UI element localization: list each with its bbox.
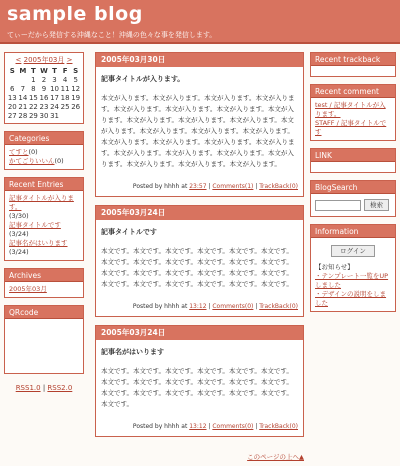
category-count: (0) bbox=[28, 148, 38, 156]
post-author: Posted by hhhh at bbox=[132, 423, 188, 430]
search-input[interactable] bbox=[315, 200, 361, 211]
blog-search-box bbox=[310, 180, 396, 217]
calendar-grid bbox=[7, 67, 81, 120]
notice-link[interactable]: ・テンプレート一覧をUPしました bbox=[315, 272, 389, 289]
login-button[interactable]: ログイン bbox=[331, 245, 375, 257]
post-title[interactable]: 記事タイトルが入ります。 bbox=[101, 75, 185, 83]
recent-comment-box bbox=[310, 84, 396, 141]
weekday-label: W bbox=[40, 67, 48, 75]
calendar-day: 15 bbox=[28, 93, 38, 102]
rss-links bbox=[4, 381, 84, 395]
blog-header bbox=[0, 0, 400, 44]
notice-link[interactable]: ・デザインの説明をしました bbox=[315, 290, 387, 307]
calendar-day: 28 bbox=[18, 111, 28, 120]
calendar-day: 12 bbox=[71, 84, 81, 93]
categories-box bbox=[4, 131, 84, 170]
post-comments-link[interactable]: Comments(0) bbox=[212, 423, 254, 430]
notice-title: 【お知らせ】 bbox=[315, 263, 354, 271]
post-body: 本文です。本文です。本文です。本文です。本文です。本文です。本文です。本文です。本文です。本文です。本文です。本文です。本文です。本文です。本文です。本文です。本文です。本文です。本文です。本文です。本文です。本文です。本文です。本文です。 bbox=[101, 247, 293, 288]
calendar-nav bbox=[7, 55, 81, 65]
calendar-day: 16 bbox=[39, 93, 49, 102]
calendar-week bbox=[7, 75, 81, 84]
calendar-day: 23 bbox=[39, 102, 49, 111]
recent-entry-date: (3/30) bbox=[9, 212, 29, 220]
recent-trackback-header: Recent trackback bbox=[311, 53, 395, 66]
calendar-day: 18 bbox=[60, 93, 70, 102]
post-comments-link[interactable]: Comments(1) bbox=[212, 183, 254, 190]
post-trackback-link[interactable]: TrackBack(0) bbox=[259, 303, 298, 310]
post-body: 本文です。本文です。本文です。本文です。本文です。本文です。本文です。本文です。本文です。本文です。本文です。本文です。本文です。本文です。本文です。本文です。本文です。本文です。本文です。 bbox=[101, 367, 293, 408]
page-top-link[interactable]: このページの上へ▲ bbox=[247, 453, 304, 461]
calendar-day: 27 bbox=[7, 111, 17, 120]
recent-comment-link[interactable]: STAFF / 記事タイトルです bbox=[315, 119, 387, 136]
right-sidebar bbox=[310, 52, 396, 319]
recent-entries-box bbox=[4, 177, 84, 261]
blog-post bbox=[95, 52, 304, 197]
post-date: 2005年03月30日 bbox=[96, 53, 303, 67]
calendar-day: 19 bbox=[71, 93, 81, 102]
calendar-day: 25 bbox=[60, 102, 70, 111]
post-title[interactable]: 記事タイトルです bbox=[101, 228, 157, 236]
recent-entry-date: (3/24) bbox=[9, 248, 29, 256]
calendar-day: 8 bbox=[31, 84, 36, 93]
calendar-day: 14 bbox=[18, 93, 28, 102]
calendar-day: 2 bbox=[41, 75, 47, 84]
category-link[interactable]: かてごりいいん bbox=[9, 157, 55, 165]
post-author: Posted by hhhh at bbox=[132, 303, 188, 310]
calendar-day bbox=[18, 75, 29, 84]
calendar-day: 21 bbox=[18, 102, 28, 111]
blog-title[interactable]: sample blog bbox=[7, 3, 143, 25]
recent-trackback-box bbox=[310, 52, 396, 77]
post-time-link[interactable]: 13:12 bbox=[189, 303, 207, 310]
calendar-day: 20 bbox=[7, 102, 17, 111]
archives-box bbox=[4, 268, 84, 298]
link-box bbox=[310, 148, 396, 173]
recent-entries-header: Recent Entries bbox=[5, 178, 83, 191]
recent-entry-item bbox=[9, 194, 79, 221]
weekday-label: T bbox=[31, 67, 36, 75]
blog-subtitle: てぃーだから発信する沖縄なこと！沖縄の色々な事を発信します。 bbox=[7, 31, 217, 39]
weekday-label: F bbox=[62, 67, 68, 75]
calendar-week bbox=[7, 93, 81, 102]
calendar-week bbox=[7, 84, 81, 93]
calendar-day: 22 bbox=[28, 102, 38, 111]
calendar-day bbox=[7, 75, 18, 84]
post-footer: Posted by hhhh at 13:12 | Comments(0) | TrackBack(0) bbox=[132, 423, 298, 430]
blog-search-header: BlogSearch bbox=[311, 181, 395, 194]
search-row bbox=[311, 194, 395, 216]
post-time-link[interactable]: 23:57 bbox=[189, 183, 207, 190]
recent-entry-item bbox=[9, 239, 79, 257]
rss1-link[interactable]: RSS1.0 bbox=[15, 384, 41, 392]
search-button[interactable]: 検索 bbox=[364, 199, 389, 211]
category-item bbox=[9, 157, 79, 166]
information-header: Information bbox=[311, 225, 395, 238]
recent-entry-link[interactable]: 記事タイトルです bbox=[9, 221, 61, 229]
post-time-link[interactable]: 13:12 bbox=[189, 423, 207, 430]
calendar-day: 5 bbox=[73, 75, 78, 84]
post-footer: Posted by hhhh at 23:57 | Comments(1) | TrackBack(0) bbox=[132, 183, 298, 190]
post-title[interactable]: 記事名がはいります bbox=[101, 348, 164, 356]
calendar-day bbox=[60, 111, 71, 120]
weekday-label: T bbox=[52, 67, 57, 75]
main-content bbox=[95, 52, 304, 445]
qrcode-image bbox=[5, 319, 83, 373]
rss2-link[interactable]: RSS2.0 bbox=[47, 384, 73, 392]
recent-comment-header: Recent comment bbox=[311, 85, 395, 98]
calendar-day: 10 bbox=[50, 84, 59, 93]
archives-header: Archives bbox=[5, 269, 83, 282]
left-sidebar bbox=[4, 52, 84, 395]
recent-comment-link[interactable]: test / 記事タイトルが入ります。 bbox=[315, 101, 386, 118]
post-trackback-link[interactable]: TrackBack(0) bbox=[259, 183, 298, 190]
blog-post bbox=[95, 205, 304, 317]
calendar-days bbox=[7, 75, 81, 120]
calendar-day: 3 bbox=[52, 75, 57, 84]
archive-link[interactable]: 2005年03月 bbox=[9, 285, 47, 293]
rss-separator: | bbox=[42, 384, 46, 392]
recent-entry-link[interactable]: 記事名がはいります bbox=[9, 239, 68, 247]
calendar-day: 26 bbox=[71, 102, 81, 111]
weekday-label: M bbox=[19, 67, 27, 75]
qrcode-box bbox=[4, 305, 84, 374]
calendar-day: 1 bbox=[31, 75, 36, 84]
post-date: 2005年03月24日 bbox=[96, 206, 303, 220]
post-body: 本文が入ります。本文が入ります。本文が入ります。本文が入ります。本文が入ります。本文が入ります。本文が入ります。本文が入ります。本文が入ります。本文が入ります。本文が入ります。本文が入ります。本文が入ります。本文が入ります。本文が入ります。本文が入ります。本文が入ります。本文が入ります。本文が入ります。本文が入ります。本文が入ります。本文が入ります。本文が入ります。本文が入ります。本文が入ります。本文が入ります。 bbox=[101, 94, 295, 168]
calendar-day: 31 bbox=[50, 111, 59, 120]
post-footer: Posted by hhhh at 13:12 | Comments(0) | TrackBack(0) bbox=[132, 303, 298, 310]
weekday-label: S bbox=[73, 67, 79, 75]
calendar-day: 13 bbox=[7, 93, 17, 102]
recent-entry-item bbox=[9, 221, 79, 239]
qrcode-header: QRcode bbox=[5, 306, 83, 319]
post-comments-link[interactable]: Comments(0) bbox=[212, 303, 254, 310]
recent-entry-link[interactable]: 記事タイトルが入ります。 bbox=[9, 194, 74, 211]
category-item bbox=[9, 148, 79, 157]
calendar-day: 29 bbox=[28, 111, 38, 120]
categories-header: Categories bbox=[5, 132, 83, 145]
calendar-day: 30 bbox=[39, 111, 49, 120]
post-date: 2005年03月24日 bbox=[96, 326, 303, 340]
calendar-weekdays bbox=[7, 67, 81, 75]
weekday-label: S bbox=[9, 67, 15, 75]
calendar-day bbox=[70, 111, 81, 120]
category-count: (0) bbox=[54, 157, 64, 165]
calendar-day: 17 bbox=[50, 93, 59, 102]
information-box bbox=[310, 224, 396, 312]
calendar-day: 7 bbox=[20, 84, 26, 93]
post-author: Posted by hhhh at bbox=[132, 183, 188, 190]
calendar-day: 11 bbox=[60, 84, 70, 93]
calendar-next-link[interactable]: > bbox=[66, 56, 73, 64]
calendar bbox=[4, 52, 84, 124]
recent-entry-date: (3/24) bbox=[9, 230, 29, 238]
category-link[interactable]: てすと bbox=[9, 148, 29, 156]
calendar-day: 9 bbox=[41, 84, 47, 93]
calendar-day: 6 bbox=[10, 84, 15, 93]
link-header: LINK bbox=[311, 149, 395, 162]
calendar-day: 24 bbox=[50, 102, 59, 111]
calendar-week bbox=[7, 111, 81, 120]
calendar-day: 4 bbox=[62, 75, 68, 84]
blog-post bbox=[95, 325, 304, 437]
calendar-month-label[interactable]: 2005年03月 bbox=[23, 56, 65, 64]
calendar-prev-link[interactable]: < bbox=[15, 56, 22, 64]
calendar-week bbox=[7, 102, 81, 111]
post-trackback-link[interactable]: TrackBack(0) bbox=[259, 423, 298, 430]
